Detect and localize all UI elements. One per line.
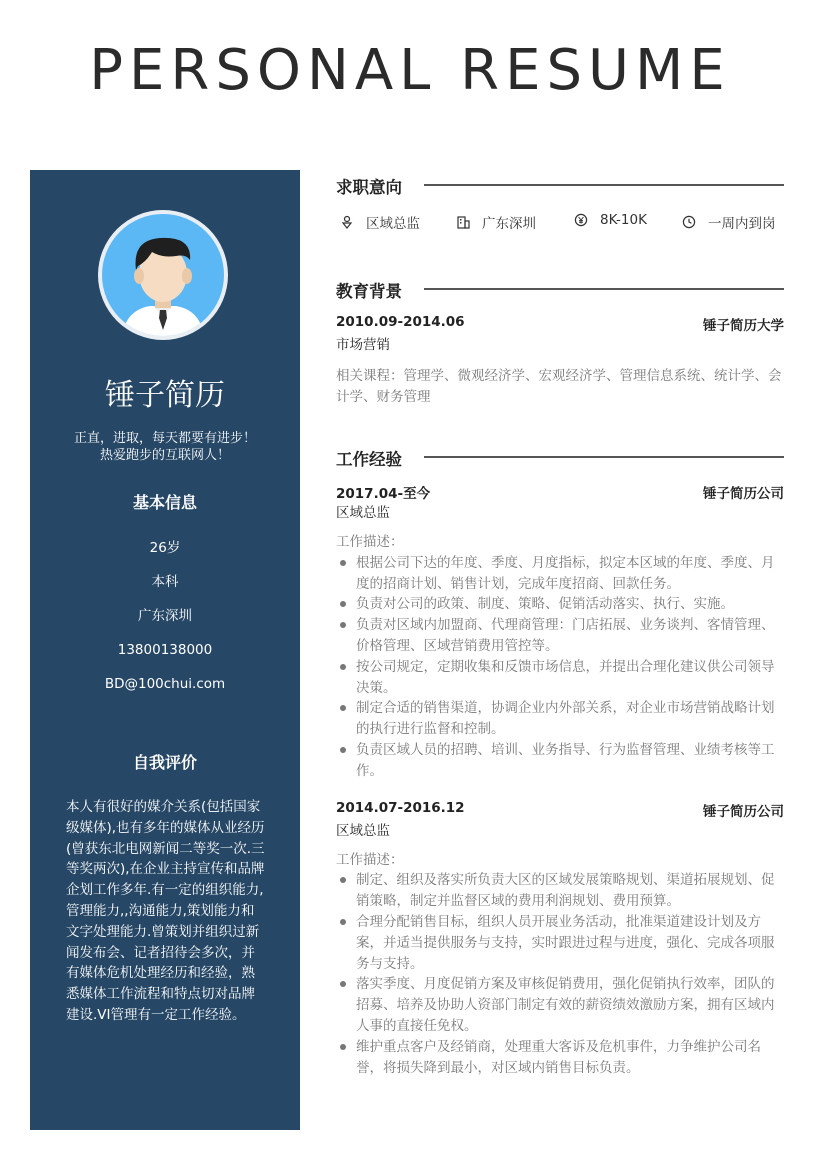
person-pin-icon bbox=[340, 215, 354, 229]
job-role: 区域总监 bbox=[336, 505, 390, 521]
info-location: 广东深圳 bbox=[138, 608, 192, 624]
candidate-name: 锤子简历 bbox=[105, 378, 225, 413]
education-row bbox=[336, 312, 784, 334]
job-bullet: 负责对区域内加盟商、代理商管理：门店拓展、业务谈判、客情管理、价格管理、区域营销费用管控等。 bbox=[336, 615, 784, 657]
education-section bbox=[336, 274, 784, 408]
building-icon bbox=[456, 215, 470, 229]
job-bullets bbox=[336, 870, 784, 1078]
intent-label: 广东深圳 bbox=[482, 216, 536, 232]
education-date: 2010.09-2014.06 bbox=[336, 314, 465, 330]
job-bullet: 制定合适的销售渠道，协调企业内外部关系，对企业市场营销战略计划的执行进行监督和控制。 bbox=[336, 698, 784, 740]
intent-label: 一周内到岗 bbox=[708, 216, 776, 232]
info-degree: 本科 bbox=[151, 574, 179, 590]
basic-info-list bbox=[30, 536, 300, 706]
intent-label: 8K-10K bbox=[600, 212, 647, 228]
job-date: 2017.04-至今 bbox=[336, 486, 431, 502]
avatar bbox=[98, 210, 228, 340]
intent-city bbox=[456, 212, 536, 232]
section-divider bbox=[424, 288, 784, 290]
motto bbox=[50, 430, 280, 464]
section-header bbox=[336, 274, 784, 304]
work-section bbox=[336, 442, 784, 1078]
section-title: 教育背景 bbox=[336, 282, 402, 301]
section-title: 求职意向 bbox=[336, 178, 402, 197]
job-bullet: 落实季度、月度促销方案及审核促销费用，强化促销执行效率，团队的招募、培养及协助人资部门制定有效的薪资绩效激励方案，拥有区域内人事的直接任免权。 bbox=[336, 974, 784, 1036]
job-bullet: 维护重点客户及经销商，处理重大客诉及危机事件，力争维护公司名誉，将损失降到最小，对区域内销售目标负责。 bbox=[336, 1037, 784, 1079]
intent-salary bbox=[574, 212, 647, 228]
job-date: 2014.07-2016.12 bbox=[336, 799, 465, 816]
job-company: 锤子简历公司 bbox=[703, 486, 784, 502]
intent-position bbox=[340, 212, 420, 232]
job-bullet: 合理分配销售目标，组织人员开展业务活动，批准渠道建设计划及方案，并适当提供服务与支持，实时跟进过程与进度，强化、完成各项服务与支持。 bbox=[336, 912, 784, 974]
job-row bbox=[336, 480, 784, 502]
section-header bbox=[336, 170, 784, 200]
job-entry bbox=[336, 480, 784, 782]
avatar-illustration-icon bbox=[102, 214, 224, 336]
section-divider bbox=[424, 184, 784, 186]
job-company: 锤子简历公司 bbox=[703, 803, 784, 820]
intent-row bbox=[336, 212, 784, 236]
intent-section bbox=[336, 170, 784, 232]
education-major: 市场营销 bbox=[336, 337, 390, 353]
education-school: 锤子简历大学 bbox=[703, 318, 784, 334]
self-eval-text: 本人有很好的媒介关系(包括国家级媒体),也有多年的媒体从业经历(曾获东北电网新闻二等奖一次.三等奖两次),在企业主持宣传和品牌企划工作多年.有一定的组织能力,管理能力,,沟通能力,策划能力和文字处理能力.曾策划并组织过新闻发布会、记者招待会多次，并有媒体危机处理经历和经验，熟悉媒体工作流程和特点切对品牌建设.VI管理有一定工作经验。 bbox=[66, 799, 265, 1023]
intent-availability bbox=[682, 212, 776, 232]
job-bullet: 按公司规定，定期收集和反馈市场信息，并提出合理化建议供公司领导决策。 bbox=[336, 657, 784, 699]
basic-info-heading: 基本信息 bbox=[132, 493, 197, 512]
sidebar bbox=[30, 170, 300, 1130]
job-bullet: 负责区域人员的招聘、培训、业务指导、行为监督管理、业绩考核等工作。 bbox=[336, 740, 784, 782]
section-divider bbox=[424, 456, 784, 458]
self-eval-heading: 自我评价 bbox=[132, 753, 197, 772]
page-title: PERSONAL RESUME bbox=[89, 38, 731, 103]
job-bullet: 负责对公司的政策、制度、策略、促销活动落实、执行、实施。 bbox=[336, 594, 784, 615]
job-entry bbox=[336, 798, 784, 1079]
info-age: 26岁 bbox=[149, 540, 181, 556]
job-role: 区域总监 bbox=[336, 822, 390, 839]
job-desc-label: 工作描述： bbox=[336, 851, 404, 868]
job-row bbox=[336, 798, 784, 820]
job-bullet: 根据公司下达的年度、季度、月度指标，拟定本区域的年度、季度、月度的招商计划、销售计划，完成年度招商、回款任务。 bbox=[336, 553, 784, 595]
intent-label: 区域总监 bbox=[366, 216, 420, 232]
section-title: 工作经验 bbox=[336, 450, 402, 469]
section-header bbox=[336, 442, 784, 472]
yen-coin-icon bbox=[574, 213, 588, 227]
info-email: BD@100chui.com bbox=[104, 676, 226, 692]
info-phone: 13800138000 bbox=[117, 642, 213, 658]
education-courses: 相关课程：管理学、微观经济学、宏观经济学、管理信息系统、统计学、会计学、财务管理 bbox=[336, 368, 782, 405]
job-bullets bbox=[336, 553, 784, 782]
clock-icon bbox=[682, 215, 696, 229]
job-bullet: 制定、组织及落实所负责大区的区域发展策略规划、渠道拓展规划、促销策略，制定并监督区域的费用利润规划、费用预算。 bbox=[336, 870, 784, 912]
motto-line: 正直，进取，每天都要有进步！ bbox=[73, 431, 256, 446]
motto-line: 热爱跑步的互联网人！ bbox=[99, 448, 230, 463]
job-desc-label: 工作描述： bbox=[336, 534, 404, 550]
